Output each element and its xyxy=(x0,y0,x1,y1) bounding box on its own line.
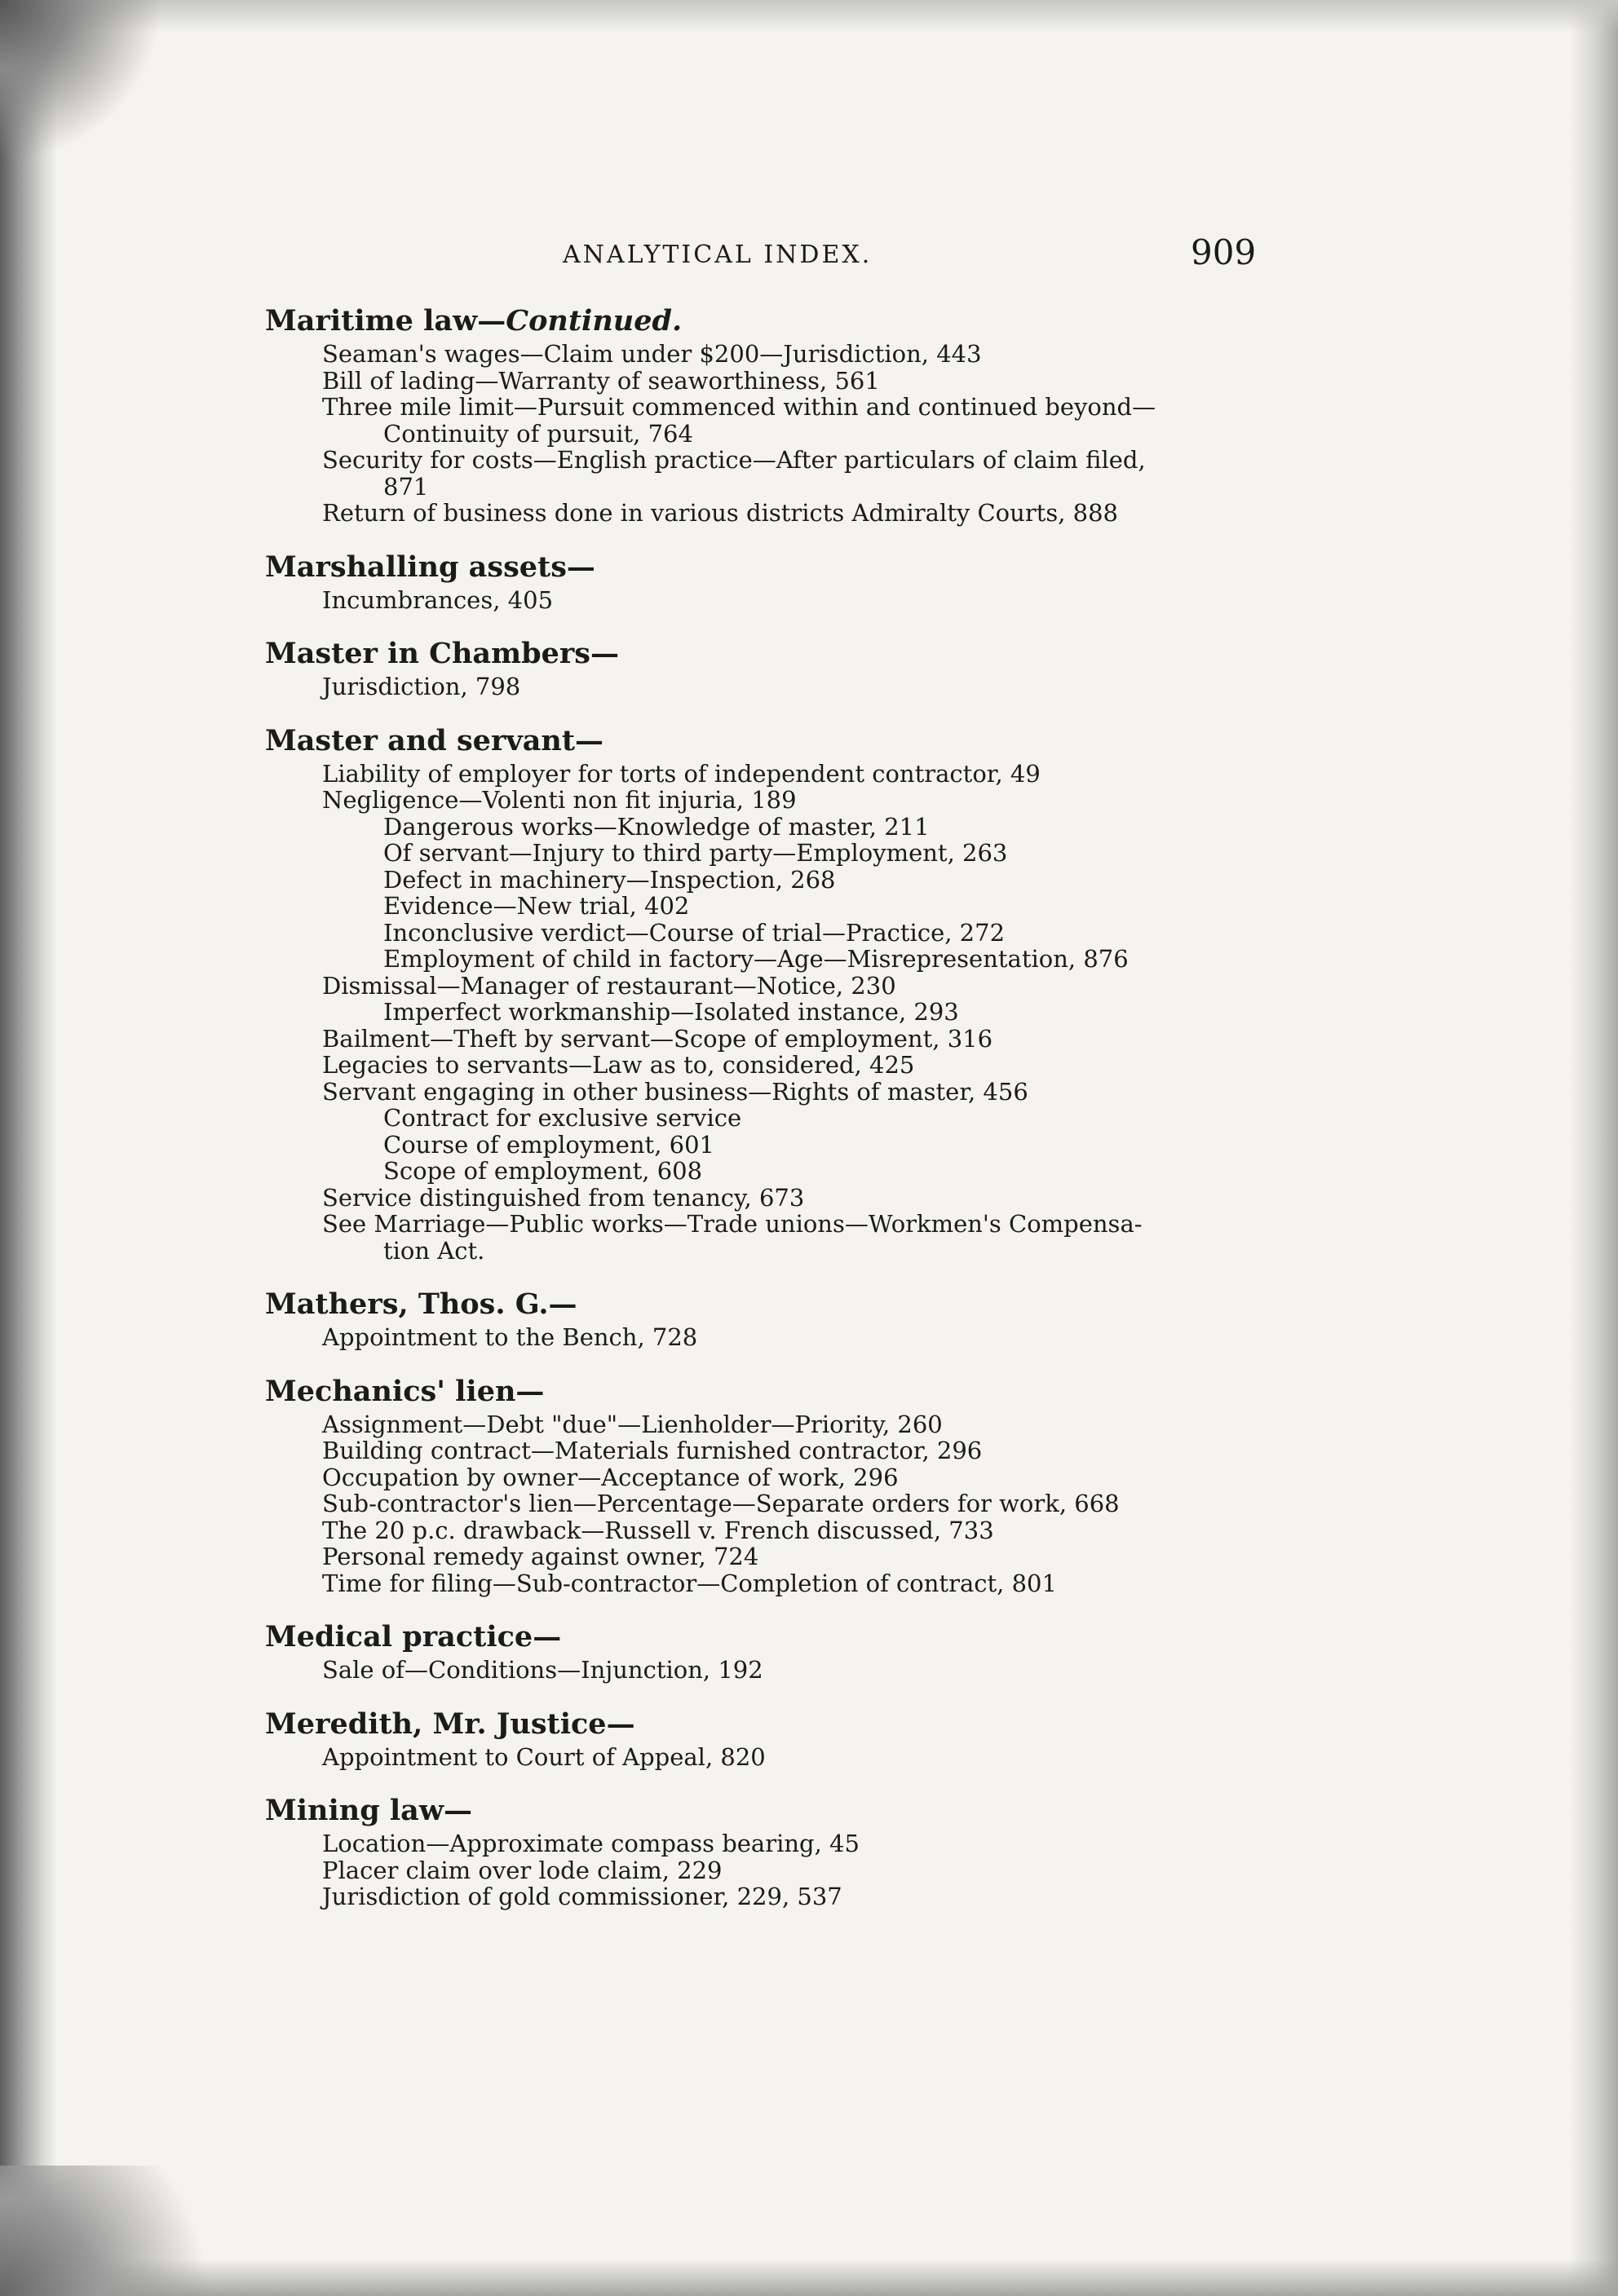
scan-shadow-top-left xyxy=(0,0,163,163)
index-line: Occupation by owner—Acceptance of work, 296 xyxy=(322,1463,899,1491)
index-line: Incumbrances, 405 xyxy=(322,585,554,614)
entry-heading xyxy=(265,1285,1244,1324)
scan-edge-left xyxy=(0,0,57,2296)
index-line: The 20 p.c. drawback—Russell v. French discussed, 733 xyxy=(322,1516,994,1544)
index-subline: 871 xyxy=(383,472,429,501)
index-subline: tion Act. xyxy=(383,1236,485,1265)
index-line: Building contract—Materials furnished contractor, 296 xyxy=(322,1437,983,1464)
index-line: Seaman's wages—Claim under $200—Jurisdiction, 443 xyxy=(322,340,982,368)
index-line: Sub-contractor's lien—Percentage—Separate orders for work, 668 xyxy=(322,1490,1120,1517)
index-line: Location—Approximate compass bearing, 45 xyxy=(322,1830,860,1857)
scan-shadow-bottom-left xyxy=(0,2166,245,2296)
index-body xyxy=(265,302,1244,1932)
index-line: Jurisdiction, 798 xyxy=(322,673,521,700)
index-subline: Defect in machinery—Inspection, 268 xyxy=(383,865,836,894)
index-subline: Course of employment, 601 xyxy=(383,1130,714,1159)
page-number: 909 xyxy=(1191,232,1257,272)
index-line: Jurisdiction of gold commissioner, 229, 537 xyxy=(322,1883,842,1910)
index-line: Assignment—Debt "due"—Lienholder—Priority, 260 xyxy=(322,1410,943,1438)
index-entry xyxy=(265,1705,1244,1771)
index-line: Placer claim over lode claim, 229 xyxy=(322,1856,723,1884)
page-header xyxy=(0,232,1618,281)
entry-heading xyxy=(265,548,1244,587)
index-line: Dismissal—Manager of restaurant—Notice, 230 xyxy=(322,971,896,1000)
index-line: Sale of—Conditions—Injunction, 192 xyxy=(322,1656,763,1684)
entry-heading-text: Marshalling assets— xyxy=(265,550,595,584)
entry-heading xyxy=(265,1372,1244,1411)
entry-heading-text: Maritime law— xyxy=(265,304,506,338)
entry-heading xyxy=(265,1705,1244,1744)
entry-heading-text: Master and servant— xyxy=(265,723,604,757)
index-line: Time for filing—Sub-contractor—Completion of contract, 801 xyxy=(322,1569,1057,1597)
index-subline: Dangerous works—Knowledge of master, 211 xyxy=(383,812,930,841)
entry-heading xyxy=(265,634,1244,673)
index-entry xyxy=(265,1372,1244,1597)
entry-heading xyxy=(265,302,1244,341)
index-line: Security for costs—English practice—After particulars of claim filed, xyxy=(322,446,1146,474)
index-entry xyxy=(265,634,1244,700)
index-line: Appointment to Court of Appeal, 820 xyxy=(322,1742,766,1771)
index-line: Appointment to the Bench, 728 xyxy=(322,1323,698,1351)
entry-heading xyxy=(265,1618,1244,1657)
index-entry xyxy=(265,1285,1244,1351)
index-subline: Inconclusive verdict—Course of trial—Practice, 272 xyxy=(383,918,1006,947)
index-entry xyxy=(265,1791,1244,1910)
index-subline: Imperfect workmanship—Isolated instance, 293 xyxy=(383,998,959,1026)
entry-heading-continued: Continued. xyxy=(506,304,683,338)
entry-heading-text: Medical practice— xyxy=(265,1620,562,1654)
index-line: Bill of lading—Warranty of seaworthiness, 561 xyxy=(322,366,880,395)
index-line: Negligence—Volenti non fit injuria, 189 xyxy=(322,786,797,814)
index-line: Liability of employer for torts of independent contractor, 49 xyxy=(322,759,1041,788)
running-title: ANALYTICAL INDEX. xyxy=(563,241,873,269)
index-line: Service distinguished from tenancy, 673 xyxy=(322,1183,805,1212)
index-line: Legacies to servants—Law as to, considered, 425 xyxy=(322,1051,915,1079)
index-subline: Evidence—New trial, 402 xyxy=(383,892,690,920)
index-subline: Employment of child in factory—Age—Misrepresentation, 876 xyxy=(383,945,1129,973)
index-entry xyxy=(265,302,1244,527)
entry-heading-text: Mechanics' lien— xyxy=(265,1374,545,1408)
entry-heading-text: Mining law— xyxy=(265,1794,472,1827)
index-line: Servant engaging in other business—Rights of master, 456 xyxy=(322,1077,1028,1106)
index-entry xyxy=(265,722,1244,1265)
index-entry xyxy=(265,1618,1244,1684)
entry-heading-text: Mathers, Thos. G.— xyxy=(265,1287,577,1321)
index-line: Return of business done in various districts Admiralty Courts, 888 xyxy=(322,499,1119,527)
entry-heading-text: Meredith, Mr. Justice— xyxy=(265,1707,635,1741)
index-subline: Continuity of pursuit, 764 xyxy=(383,419,693,448)
entry-heading xyxy=(265,1791,1244,1830)
index-subline: Contract for exclusive service xyxy=(383,1104,742,1132)
index-line: Personal remedy against owner, 724 xyxy=(322,1543,759,1570)
index-line: Three mile limit—Pursuit commenced within and continued beyond— xyxy=(322,393,1156,421)
entry-heading xyxy=(265,722,1244,761)
index-subline: Scope of employment, 608 xyxy=(383,1157,703,1185)
index-subline: Of servant—Injury to third party—Employment, 263 xyxy=(383,839,1008,867)
scan-edge-top xyxy=(0,0,1618,33)
scan-edge-right xyxy=(1569,0,1618,2296)
index-line: Bailment—Theft by servant—Scope of employment, 316 xyxy=(322,1024,993,1053)
index-line: See Marriage—Public works—Trade unions—Workmen's Compensa- xyxy=(322,1210,1143,1238)
entry-heading-text: Master in Chambers— xyxy=(265,637,620,670)
index-entry xyxy=(265,548,1244,614)
